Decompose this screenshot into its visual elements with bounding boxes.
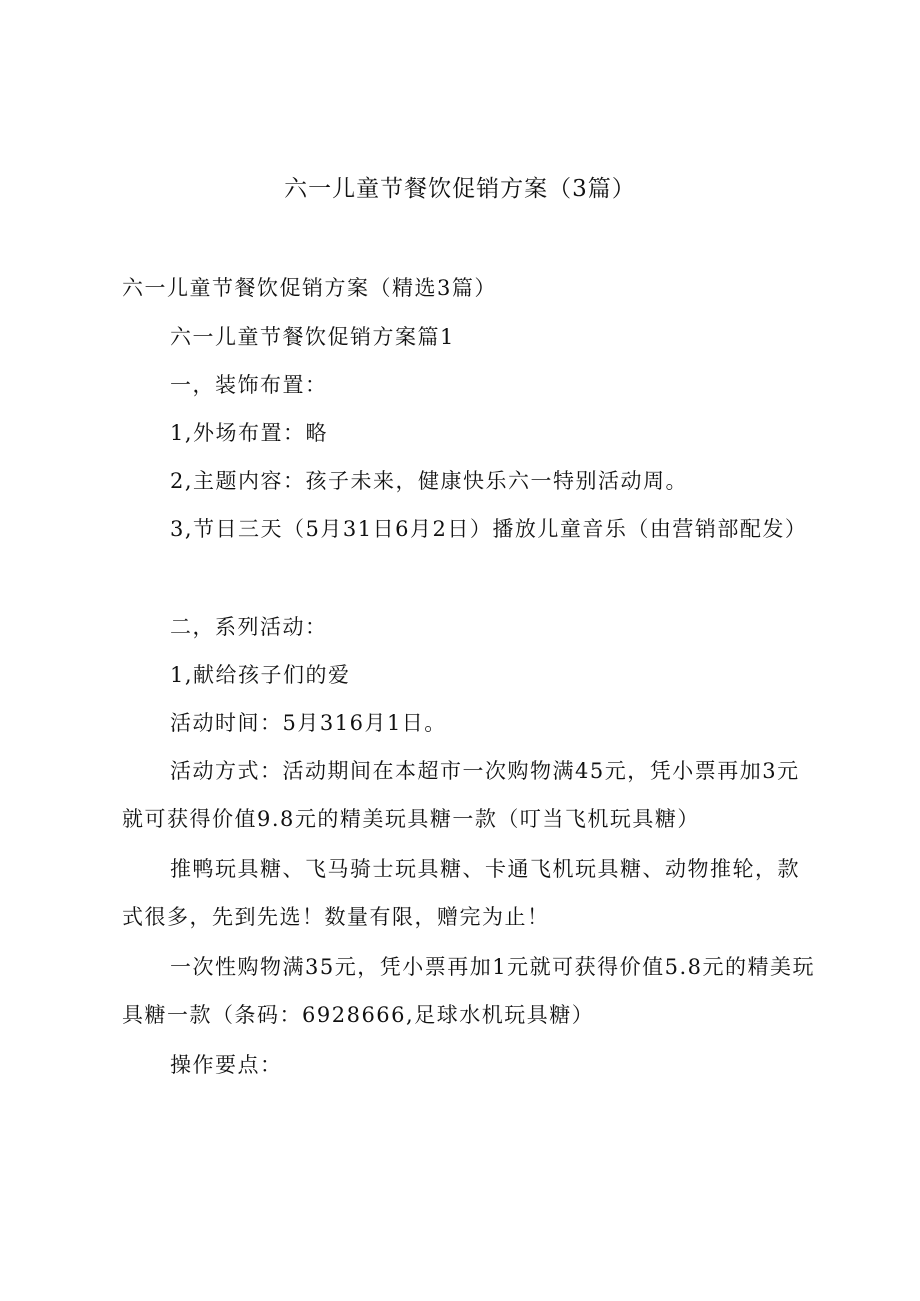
paragraph: 1,外场布置：略 [170,421,329,445]
paragraph: 3,节日三天（5月31日6月2日）播放儿童音乐（由营销部配发） [170,517,808,541]
paragraph: 1,献给孩子们的爱 [170,663,351,687]
document-title: 六一儿童节餐饮促销方案（3篇） [284,176,636,202]
paragraph: 一，装饰布置： [170,373,328,397]
paragraph: 二，系列活动： [170,615,328,639]
paragraph: 活动方式：活动期间在本超市一次购物满45元，凭小票再加3元就可获得价值9.8元的精美玩具糖一款（叮当飞机玩具糖） [122,759,800,831]
paragraph: 一次性购物满35元，凭小票再加1元就可获得价值5.8元的精美玩具糖一款（条码：6928666,足球水机玩具糖） [122,955,815,1027]
paragraph: 2,主题内容：孩子未来，健康快乐六一特别活动周。 [170,469,689,493]
section-heading: 六一儿童节餐饮促销方案篇1 [170,325,455,349]
paragraph: 操作要点： [170,1053,283,1077]
paragraph: 推鸭玩具糖、飞马骑士玩具糖、卡通飞机玩具糖、动物推轮，款式很多，先到先选！数量有限，赠完为止！ [122,857,800,929]
paragraph: 活动时间：5月316月1日。 [170,711,447,735]
subtitle-paragraph: 六一儿童节餐饮促销方案（精选3篇） [122,276,497,300]
